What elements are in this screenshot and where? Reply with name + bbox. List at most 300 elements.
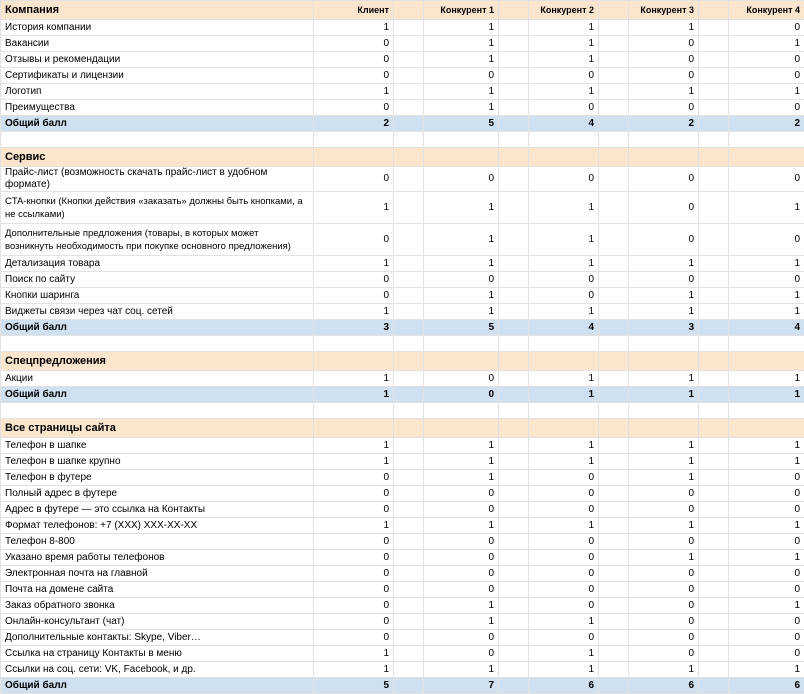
empty-cell[interactable] — [499, 148, 529, 167]
header-cell[interactable] — [629, 352, 699, 371]
score-cell[interactable]: 1 — [424, 454, 499, 470]
empty-cell[interactable] — [394, 148, 424, 167]
score-cell[interactable]: 0 — [424, 272, 499, 288]
empty-cell[interactable] — [699, 387, 729, 403]
total-score-cell[interactable]: 5 — [424, 320, 499, 336]
score-cell[interactable]: 0 — [729, 68, 804, 84]
score-cell[interactable]: 0 — [729, 566, 804, 582]
total-score-cell[interactable]: 2 — [629, 116, 699, 132]
total-score-cell[interactable]: 2 — [729, 116, 804, 132]
total-score-cell[interactable]: 5 — [314, 678, 394, 694]
empty-cell[interactable] — [699, 454, 729, 470]
row-label[interactable]: Телефон 8-800 — [1, 534, 314, 550]
score-cell[interactable]: 0 — [629, 502, 699, 518]
row-label[interactable]: Онлайн-консультант (чат) — [1, 614, 314, 630]
score-cell[interactable]: 1 — [729, 84, 804, 100]
total-score-cell[interactable]: 3 — [629, 320, 699, 336]
empty-cell[interactable] — [499, 288, 529, 304]
score-cell[interactable]: 0 — [729, 224, 804, 256]
empty-cell[interactable] — [699, 518, 729, 534]
score-cell[interactable]: 0 — [729, 582, 804, 598]
score-cell[interactable]: 0 — [629, 486, 699, 502]
empty-cell[interactable] — [599, 336, 629, 352]
score-cell[interactable]: 0 — [629, 224, 699, 256]
score-cell[interactable]: 1 — [424, 518, 499, 534]
row-label[interactable]: Почта на домене сайта — [1, 582, 314, 598]
empty-cell[interactable] — [599, 352, 629, 371]
header-cell[interactable] — [314, 352, 394, 371]
empty-cell[interactable] — [599, 167, 629, 192]
total-score-cell[interactable]: 7 — [424, 678, 499, 694]
score-cell[interactable]: 1 — [729, 518, 804, 534]
row-label[interactable]: Вакансии — [1, 36, 314, 52]
score-cell[interactable]: 0 — [314, 566, 394, 582]
total-score-cell[interactable]: 1 — [729, 387, 804, 403]
empty-cell[interactable] — [599, 304, 629, 320]
score-cell[interactable]: 0 — [729, 20, 804, 36]
empty-cell[interactable] — [394, 304, 424, 320]
score-cell[interactable]: 0 — [424, 630, 499, 646]
score-cell[interactable]: 0 — [314, 614, 394, 630]
empty-cell[interactable] — [699, 336, 729, 352]
score-cell[interactable]: 1 — [529, 454, 599, 470]
header-cell[interactable] — [729, 352, 804, 371]
empty-cell[interactable] — [599, 100, 629, 116]
score-cell[interactable]: 1 — [314, 192, 394, 224]
empty-cell[interactable] — [599, 534, 629, 550]
header-cell[interactable] — [629, 419, 699, 438]
empty-cell[interactable] — [499, 678, 529, 694]
score-cell[interactable]: 1 — [314, 454, 394, 470]
empty-cell[interactable] — [699, 100, 729, 116]
score-cell[interactable]: 1 — [629, 256, 699, 272]
empty-cell[interactable] — [1, 336, 314, 352]
empty-cell[interactable] — [699, 486, 729, 502]
total-score-cell[interactable]: 1 — [629, 387, 699, 403]
score-cell[interactable]: 1 — [424, 192, 499, 224]
score-cell[interactable]: 1 — [629, 438, 699, 454]
empty-cell[interactable] — [699, 148, 729, 167]
score-cell[interactable]: 0 — [314, 470, 394, 486]
empty-cell[interactable] — [599, 678, 629, 694]
total-label[interactable]: Общий балл — [1, 387, 314, 403]
empty-cell[interactable] — [499, 419, 529, 438]
header-cell[interactable] — [424, 352, 499, 371]
empty-cell[interactable] — [394, 224, 424, 256]
empty-cell[interactable] — [394, 288, 424, 304]
empty-cell[interactable] — [599, 387, 629, 403]
score-cell[interactable]: 0 — [529, 68, 599, 84]
total-label[interactable]: Общий балл — [1, 116, 314, 132]
row-label[interactable]: Кнопки шаринга — [1, 288, 314, 304]
empty-cell[interactable] — [499, 1, 529, 20]
empty-cell[interactable] — [699, 371, 729, 387]
score-cell[interactable]: 0 — [729, 100, 804, 116]
empty-cell[interactable] — [394, 192, 424, 224]
empty-cell[interactable] — [699, 68, 729, 84]
score-cell[interactable]: 0 — [629, 68, 699, 84]
empty-cell[interactable] — [499, 224, 529, 256]
score-cell[interactable]: 1 — [529, 614, 599, 630]
score-cell[interactable]: 0 — [529, 534, 599, 550]
empty-cell[interactable] — [499, 304, 529, 320]
score-cell[interactable]: 0 — [629, 582, 699, 598]
empty-cell[interactable] — [499, 486, 529, 502]
empty-cell[interactable] — [1, 132, 314, 148]
score-cell[interactable]: 1 — [314, 518, 394, 534]
row-label[interactable]: Дополнительные контакты: Skype, Viber… — [1, 630, 314, 646]
total-score-cell[interactable]: 4 — [529, 320, 599, 336]
empty-cell[interactable] — [394, 438, 424, 454]
total-score-cell[interactable]: 1 — [529, 387, 599, 403]
empty-cell[interactable] — [699, 256, 729, 272]
empty-cell[interactable] — [699, 550, 729, 566]
empty-cell[interactable] — [599, 132, 629, 148]
score-cell[interactable]: 1 — [729, 371, 804, 387]
empty-cell[interactable] — [394, 598, 424, 614]
column-header[interactable]: Конкурент 2 — [529, 1, 599, 20]
header-cell[interactable] — [629, 148, 699, 167]
score-cell[interactable]: 0 — [729, 52, 804, 68]
score-cell[interactable]: 1 — [314, 304, 394, 320]
header-cell[interactable] — [729, 148, 804, 167]
score-cell[interactable]: 0 — [424, 371, 499, 387]
total-score-cell[interactable]: 6 — [529, 678, 599, 694]
empty-cell[interactable] — [529, 336, 599, 352]
empty-cell[interactable] — [499, 371, 529, 387]
column-header[interactable]: Конкурент 4 — [729, 1, 804, 20]
empty-cell[interactable] — [499, 502, 529, 518]
score-cell[interactable]: 0 — [729, 646, 804, 662]
score-cell[interactable]: 0 — [314, 630, 394, 646]
empty-cell[interactable] — [699, 403, 729, 419]
empty-cell[interactable] — [1, 403, 314, 419]
empty-cell[interactable] — [699, 630, 729, 646]
score-cell[interactable]: 1 — [529, 371, 599, 387]
score-cell[interactable]: 0 — [314, 598, 394, 614]
empty-cell[interactable] — [599, 662, 629, 678]
score-cell[interactable]: 0 — [314, 486, 394, 502]
row-label[interactable]: Поиск по сайту — [1, 272, 314, 288]
empty-cell[interactable] — [529, 403, 599, 419]
empty-cell[interactable] — [394, 100, 424, 116]
total-score-cell[interactable]: 6 — [729, 678, 804, 694]
empty-cell[interactable] — [499, 320, 529, 336]
score-cell[interactable]: 1 — [424, 100, 499, 116]
empty-cell[interactable] — [394, 502, 424, 518]
score-cell[interactable]: 0 — [629, 598, 699, 614]
row-label[interactable]: Дополнительные предложения (товары, в которых может возникнуть необходимость при покупке основного предложения) — [1, 224, 314, 256]
empty-cell[interactable] — [699, 132, 729, 148]
header-cell[interactable] — [314, 148, 394, 167]
empty-cell[interactable] — [699, 192, 729, 224]
empty-cell[interactable] — [394, 534, 424, 550]
empty-cell[interactable] — [599, 192, 629, 224]
row-label[interactable]: Телефон в шапке — [1, 438, 314, 454]
score-cell[interactable]: 1 — [424, 20, 499, 36]
empty-cell[interactable] — [499, 470, 529, 486]
empty-cell[interactable] — [499, 614, 529, 630]
score-cell[interactable]: 0 — [529, 550, 599, 566]
score-cell[interactable]: 0 — [424, 167, 499, 192]
score-cell[interactable]: 1 — [529, 438, 599, 454]
row-label[interactable]: Акции — [1, 371, 314, 387]
empty-cell[interactable] — [629, 132, 699, 148]
empty-cell[interactable] — [599, 550, 629, 566]
empty-cell[interactable] — [499, 438, 529, 454]
score-cell[interactable]: 1 — [424, 304, 499, 320]
row-label[interactable]: Полный адрес в футере — [1, 486, 314, 502]
score-cell[interactable]: 1 — [424, 288, 499, 304]
score-cell[interactable]: 0 — [629, 167, 699, 192]
score-cell[interactable]: 0 — [729, 470, 804, 486]
score-cell[interactable]: 1 — [729, 288, 804, 304]
score-cell[interactable]: 0 — [529, 582, 599, 598]
score-cell[interactable]: 0 — [529, 502, 599, 518]
empty-cell[interactable] — [599, 630, 629, 646]
score-cell[interactable]: 1 — [424, 256, 499, 272]
empty-cell[interactable] — [499, 550, 529, 566]
score-cell[interactable]: 0 — [629, 52, 699, 68]
score-cell[interactable]: 0 — [729, 167, 804, 192]
empty-cell[interactable] — [499, 598, 529, 614]
empty-cell[interactable] — [394, 470, 424, 486]
header-cell[interactable] — [529, 419, 599, 438]
empty-cell[interactable] — [699, 272, 729, 288]
empty-cell[interactable] — [499, 387, 529, 403]
empty-cell[interactable] — [394, 256, 424, 272]
score-cell[interactable]: 0 — [314, 582, 394, 598]
empty-cell[interactable] — [599, 470, 629, 486]
empty-cell[interactable] — [499, 167, 529, 192]
empty-cell[interactable] — [424, 403, 499, 419]
score-cell[interactable]: 0 — [729, 614, 804, 630]
empty-cell[interactable] — [499, 52, 529, 68]
empty-cell[interactable] — [424, 336, 499, 352]
score-cell[interactable]: 0 — [424, 534, 499, 550]
empty-cell[interactable] — [394, 630, 424, 646]
column-header[interactable]: Конкурент 3 — [629, 1, 699, 20]
empty-cell[interactable] — [599, 502, 629, 518]
score-cell[interactable]: 1 — [529, 304, 599, 320]
row-label[interactable]: CTA-кнопки (Кнопки действия «заказать» должны быть кнопками, а не ссылками) — [1, 192, 314, 224]
empty-cell[interactable] — [394, 68, 424, 84]
empty-cell[interactable] — [394, 20, 424, 36]
score-cell[interactable]: 0 — [424, 582, 499, 598]
score-cell[interactable]: 0 — [424, 550, 499, 566]
score-cell[interactable]: 0 — [729, 534, 804, 550]
score-cell[interactable]: 1 — [629, 84, 699, 100]
score-cell[interactable]: 1 — [529, 256, 599, 272]
total-score-cell[interactable]: 4 — [529, 116, 599, 132]
score-cell[interactable]: 1 — [629, 371, 699, 387]
total-score-cell[interactable]: 3 — [314, 320, 394, 336]
score-cell[interactable]: 0 — [629, 614, 699, 630]
score-cell[interactable]: 0 — [314, 272, 394, 288]
empty-cell[interactable] — [394, 454, 424, 470]
score-cell[interactable]: 0 — [314, 36, 394, 52]
score-cell[interactable]: 0 — [314, 502, 394, 518]
total-label[interactable]: Общий балл — [1, 320, 314, 336]
score-cell[interactable]: 0 — [729, 272, 804, 288]
empty-cell[interactable] — [499, 84, 529, 100]
total-score-cell[interactable]: 4 — [729, 320, 804, 336]
empty-cell[interactable] — [499, 518, 529, 534]
section-title[interactable]: Сервис — [1, 148, 314, 167]
score-cell[interactable]: 1 — [424, 598, 499, 614]
score-cell[interactable]: 0 — [529, 630, 599, 646]
empty-cell[interactable] — [499, 68, 529, 84]
score-cell[interactable]: 1 — [424, 224, 499, 256]
empty-cell[interactable] — [394, 116, 424, 132]
row-label[interactable]: Детализация товара — [1, 256, 314, 272]
empty-cell[interactable] — [699, 352, 729, 371]
empty-cell[interactable] — [599, 598, 629, 614]
empty-cell[interactable] — [599, 371, 629, 387]
empty-cell[interactable] — [599, 403, 629, 419]
empty-cell[interactable] — [699, 167, 729, 192]
score-cell[interactable]: 1 — [314, 371, 394, 387]
score-cell[interactable]: 0 — [424, 486, 499, 502]
score-cell[interactable]: 1 — [314, 84, 394, 100]
score-cell[interactable]: 1 — [629, 662, 699, 678]
column-header[interactable]: Конкурент 1 — [424, 1, 499, 20]
score-cell[interactable]: 1 — [314, 662, 394, 678]
empty-cell[interactable] — [699, 614, 729, 630]
score-cell[interactable]: 0 — [529, 272, 599, 288]
empty-cell[interactable] — [499, 646, 529, 662]
empty-cell[interactable] — [599, 256, 629, 272]
empty-cell[interactable] — [599, 438, 629, 454]
score-cell[interactable]: 0 — [314, 534, 394, 550]
score-cell[interactable]: 0 — [314, 68, 394, 84]
score-cell[interactable]: 0 — [424, 566, 499, 582]
row-label[interactable]: Логотип — [1, 84, 314, 100]
row-label[interactable]: Заказ обратного звонка — [1, 598, 314, 614]
total-score-cell[interactable]: 5 — [424, 116, 499, 132]
row-label[interactable]: История компании — [1, 20, 314, 36]
empty-cell[interactable] — [424, 132, 499, 148]
score-cell[interactable]: 0 — [629, 630, 699, 646]
score-cell[interactable]: 1 — [424, 52, 499, 68]
empty-cell[interactable] — [699, 470, 729, 486]
score-cell[interactable]: 0 — [729, 502, 804, 518]
header-cell[interactable] — [424, 148, 499, 167]
row-label[interactable]: Телефон в шапке крупно — [1, 454, 314, 470]
empty-cell[interactable] — [394, 662, 424, 678]
score-cell[interactable]: 1 — [729, 192, 804, 224]
empty-cell[interactable] — [599, 454, 629, 470]
score-cell[interactable]: 1 — [629, 550, 699, 566]
row-label[interactable]: Указано время работы телефонов — [1, 550, 314, 566]
empty-cell[interactable] — [394, 518, 424, 534]
empty-cell[interactable] — [394, 678, 424, 694]
score-cell[interactable]: 1 — [629, 454, 699, 470]
empty-cell[interactable] — [499, 336, 529, 352]
score-cell[interactable]: 1 — [424, 614, 499, 630]
empty-cell[interactable] — [499, 272, 529, 288]
score-cell[interactable]: 0 — [729, 630, 804, 646]
empty-cell[interactable] — [599, 148, 629, 167]
empty-cell[interactable] — [699, 52, 729, 68]
empty-cell[interactable] — [394, 614, 424, 630]
score-cell[interactable]: 0 — [529, 167, 599, 192]
empty-cell[interactable] — [394, 419, 424, 438]
row-label[interactable]: Виджеты связи через чат соц. сетей — [1, 304, 314, 320]
empty-cell[interactable] — [394, 1, 424, 20]
score-cell[interactable]: 0 — [314, 288, 394, 304]
empty-cell[interactable] — [699, 646, 729, 662]
score-cell[interactable]: 1 — [529, 192, 599, 224]
empty-cell[interactable] — [699, 36, 729, 52]
score-cell[interactable]: 1 — [729, 454, 804, 470]
score-cell[interactable]: 1 — [729, 662, 804, 678]
score-cell[interactable]: 1 — [529, 224, 599, 256]
empty-cell[interactable] — [599, 419, 629, 438]
empty-cell[interactable] — [499, 192, 529, 224]
score-cell[interactable]: 1 — [314, 256, 394, 272]
empty-cell[interactable] — [394, 36, 424, 52]
empty-cell[interactable] — [729, 403, 804, 419]
section-title[interactable]: Спецпредложения — [1, 352, 314, 371]
score-cell[interactable]: 0 — [629, 100, 699, 116]
score-cell[interactable]: 1 — [424, 662, 499, 678]
score-cell[interactable]: 1 — [729, 304, 804, 320]
score-cell[interactable]: 1 — [529, 518, 599, 534]
section-title[interactable]: Все страницы сайта — [1, 419, 314, 438]
empty-cell[interactable] — [699, 419, 729, 438]
empty-cell[interactable] — [699, 1, 729, 20]
empty-cell[interactable] — [394, 566, 424, 582]
row-label[interactable]: Телефон в футере — [1, 470, 314, 486]
row-label[interactable]: Электронная почта на главной — [1, 566, 314, 582]
empty-cell[interactable] — [599, 36, 629, 52]
empty-cell[interactable] — [394, 486, 424, 502]
score-cell[interactable]: 1 — [629, 20, 699, 36]
score-cell[interactable]: 0 — [424, 68, 499, 84]
empty-cell[interactable] — [499, 403, 529, 419]
empty-cell[interactable] — [394, 403, 424, 419]
empty-cell[interactable] — [699, 438, 729, 454]
total-label[interactable]: Общий балл — [1, 678, 314, 694]
row-label[interactable]: Ссылка на страницу Контакты в меню — [1, 646, 314, 662]
empty-cell[interactable] — [599, 68, 629, 84]
section-title[interactable]: Компания — [1, 1, 314, 20]
total-score-cell[interactable]: 2 — [314, 116, 394, 132]
total-score-cell[interactable]: 0 — [424, 387, 499, 403]
header-cell[interactable] — [729, 419, 804, 438]
empty-cell[interactable] — [499, 352, 529, 371]
score-cell[interactable]: 1 — [629, 304, 699, 320]
score-cell[interactable]: 0 — [529, 470, 599, 486]
empty-cell[interactable] — [394, 52, 424, 68]
empty-cell[interactable] — [499, 256, 529, 272]
empty-cell[interactable] — [599, 320, 629, 336]
score-cell[interactable]: 0 — [529, 288, 599, 304]
empty-cell[interactable] — [699, 20, 729, 36]
empty-cell[interactable] — [699, 502, 729, 518]
empty-cell[interactable] — [499, 454, 529, 470]
empty-cell[interactable] — [629, 403, 699, 419]
score-cell[interactable]: 0 — [629, 534, 699, 550]
score-cell[interactable]: 1 — [424, 84, 499, 100]
empty-cell[interactable] — [599, 116, 629, 132]
score-cell[interactable]: 0 — [314, 52, 394, 68]
row-label[interactable]: Отзывы и рекомендации — [1, 52, 314, 68]
empty-cell[interactable] — [499, 132, 529, 148]
empty-cell[interactable] — [699, 320, 729, 336]
total-score-cell[interactable]: 6 — [629, 678, 699, 694]
